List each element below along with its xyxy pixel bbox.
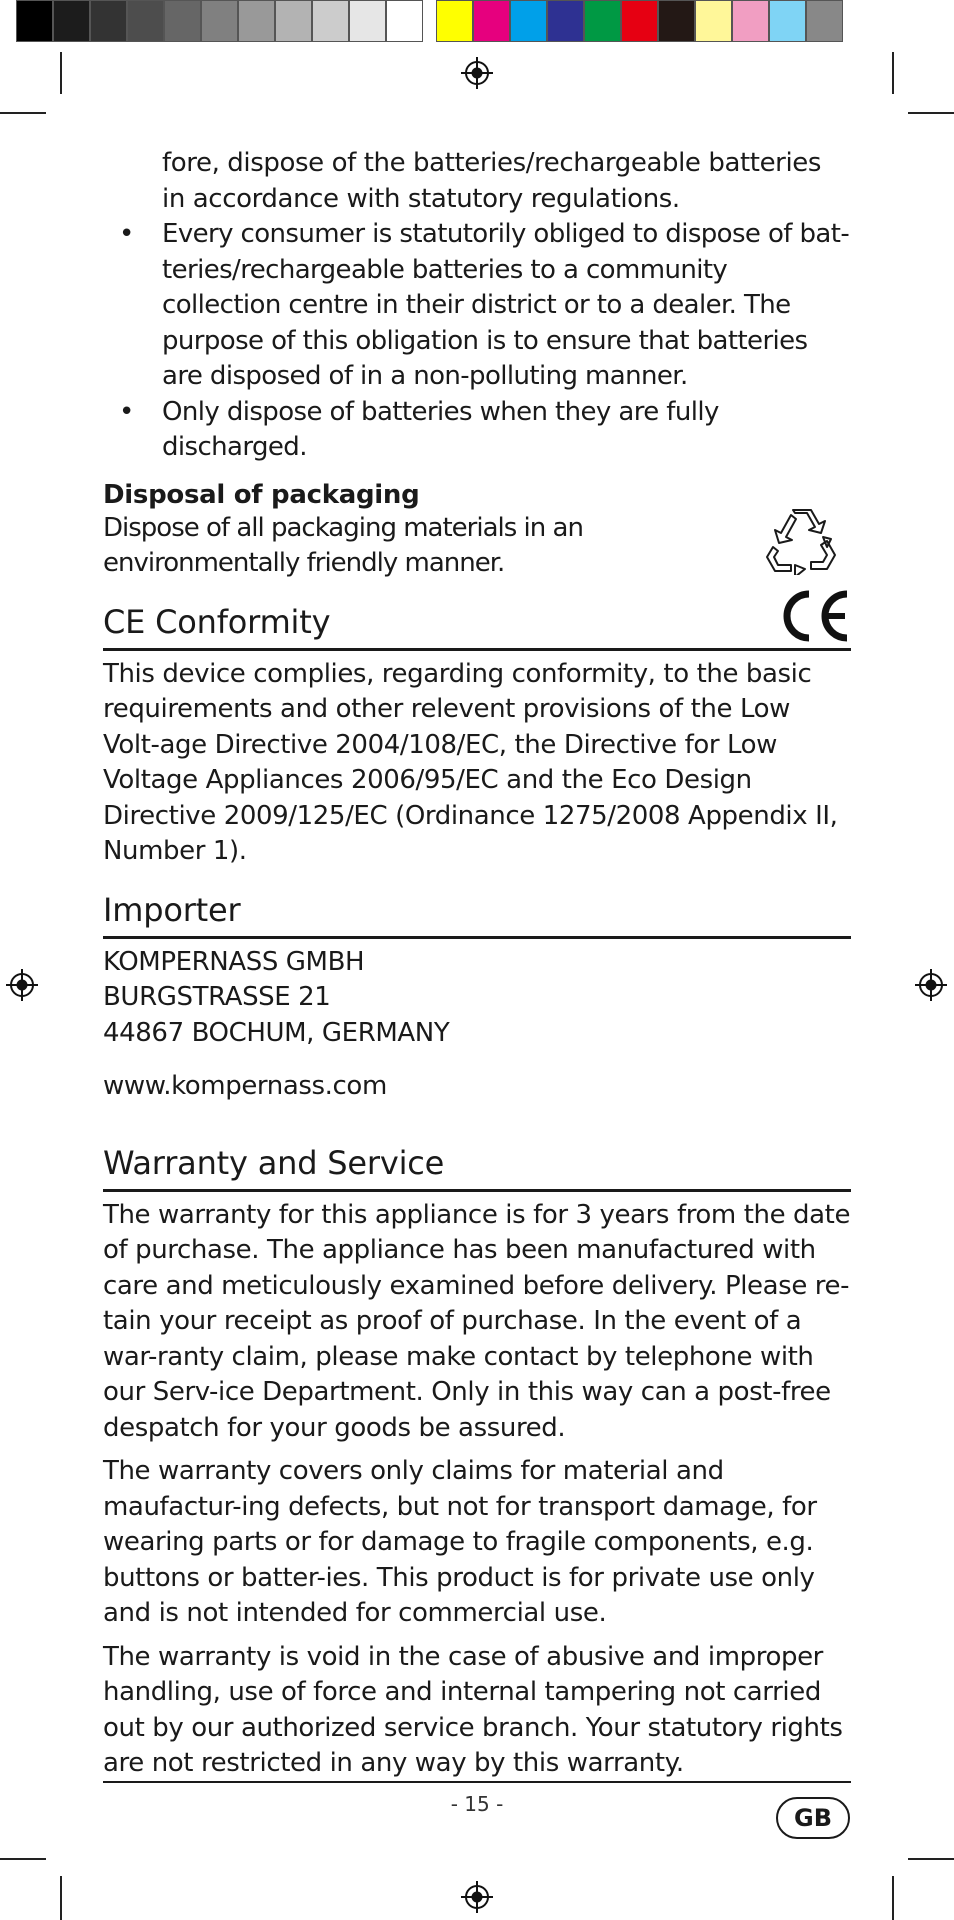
list-item: • Every consumer is statutorily obliged to dispose of bat-teries/rechargeable batteries to a community collection centre in their district or to a dealer. The purpose of this obligation is to ensure that batteries are disposed of in a non-polluting manner. <box>103 217 851 395</box>
recycle-icon <box>765 507 837 575</box>
color-swatch <box>90 0 127 42</box>
crop-mark <box>908 112 954 114</box>
importer-heading <box>103 890 851 939</box>
warranty-paragraph: The warranty covers only claims for material and maufactur-ing defects, but not for transport damage, for wearing parts or for damage to fragile components, e.g. buttons or batter-ies. This product is for private use only and is not intended for commercial use. <box>103 1456 817 1628</box>
grayscale-swatches <box>16 0 423 44</box>
color-swatch <box>201 0 238 42</box>
language-badge: GB <box>776 1797 850 1839</box>
printer-color-bar <box>16 0 843 44</box>
ce-conformity-heading <box>103 602 851 651</box>
footer-divider <box>103 1781 851 1783</box>
packaging-text: Dispose of all packaging materials in an environmentally friendly manner. <box>103 512 583 578</box>
color-swatch <box>621 0 658 42</box>
swatch-gap <box>423 0 436 44</box>
color-swatch <box>732 0 769 42</box>
color-swatch <box>436 0 473 42</box>
crop-mark <box>908 1858 954 1860</box>
process-color-swatches <box>436 0 843 44</box>
color-swatch <box>695 0 732 42</box>
crop-mark <box>892 52 894 94</box>
crop-mark <box>0 112 46 114</box>
section-title: Importer <box>103 890 241 929</box>
importer-street: BURGSTRASSE 21 <box>103 982 331 1012</box>
color-swatch <box>510 0 547 42</box>
color-swatch <box>349 0 386 42</box>
color-swatch <box>658 0 695 42</box>
color-swatch <box>16 0 53 42</box>
page-number: - 15 - <box>450 1792 504 1816</box>
importer-city: 44867 BOCHUM, GERMANY <box>103 1017 450 1048</box>
importer-company: KOMPERNASS GMBH <box>103 946 365 977</box>
registration-mark-icon <box>459 1879 495 1915</box>
ce-mark-icon <box>777 589 851 643</box>
color-swatch <box>386 0 423 42</box>
crop-mark <box>60 1876 62 1920</box>
battery-disposal-continuation: fore, dispose of the batteries/rechargeable batteries in accordance with statutory regulations. <box>162 148 822 214</box>
color-swatch <box>164 0 201 42</box>
color-swatch <box>473 0 510 42</box>
warranty-paragraph: The warranty is void in the case of abusive and improper handling, use of force and internal tampering not carried out by our authorized service branch. Your statutory rights are not restricted in any way by this warranty. <box>103 1641 843 1778</box>
crop-mark <box>0 1858 46 1860</box>
packaging-section <box>103 511 851 582</box>
section-title: CE Conformity <box>103 602 331 641</box>
section-title: Warranty and Service <box>103 1143 445 1182</box>
battery-disposal-list <box>103 217 851 466</box>
color-swatch <box>53 0 90 42</box>
color-swatch <box>127 0 164 42</box>
registration-mark-icon <box>913 967 949 1003</box>
ce-conformity-text: This device complies, regarding conformity, to the basic requirements and other relevent provisions of the Low Volt-age Directive 2004/108/EC, the Directive for Low Voltage Appliances 2006/95/EC and the Eco Design Directive 2009/125/EC (Ordinance 1275/2008 Appendix II, Number 1). <box>103 658 838 866</box>
color-swatch <box>806 0 843 42</box>
packaging-heading: Disposal of packaging <box>103 479 420 510</box>
color-swatch <box>312 0 349 42</box>
color-swatch <box>547 0 584 42</box>
warranty-paragraph: The warranty for this appliance is for 3 years from the date of purchase. The appliance has been manufactured with care and meticulously examined before delivery. Please re-tain your receipt as proof of purchase. In the event of a war-ranty claim, please make contact by telephone with our Serv-ice Department. Only in this way can a post-free despatch for your goods be assured. <box>103 1199 851 1443</box>
color-swatch <box>769 0 806 42</box>
registration-mark-icon <box>459 55 495 91</box>
crop-mark <box>60 52 62 94</box>
warranty-heading <box>103 1143 851 1192</box>
color-swatch <box>275 0 312 42</box>
list-item: • Only dispose of batteries when they are fully discharged. <box>103 395 851 466</box>
color-swatch <box>238 0 275 42</box>
page-content <box>103 146 851 1782</box>
crop-mark <box>892 1876 894 1920</box>
color-swatch <box>584 0 621 42</box>
registration-mark-icon <box>4 967 40 1003</box>
importer-website[interactable]: www.kompernass.com <box>103 1071 387 1101</box>
